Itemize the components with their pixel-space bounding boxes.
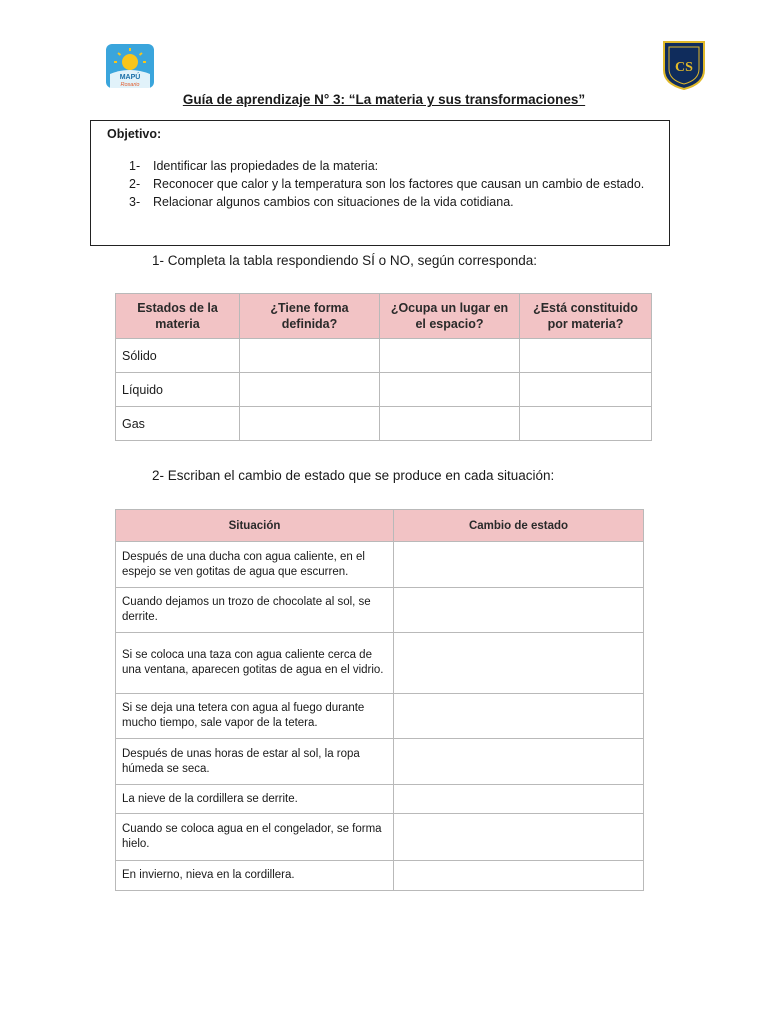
table-row <box>116 588 644 633</box>
objective-box <box>90 120 670 246</box>
table-row <box>116 739 644 785</box>
answer-cell[interactable] <box>240 373 380 407</box>
table-row <box>116 339 652 373</box>
objective-list <box>129 157 663 211</box>
state-label: Líquido <box>116 373 240 407</box>
table-header: ¿Tiene forma definida? <box>240 294 380 339</box>
state-label: Gas <box>116 407 240 441</box>
answer-cell[interactable] <box>394 633 644 694</box>
objective-item-text: Reconocer que calor y la temperatura son los factores que causan un cambio de estado. <box>153 177 645 191</box>
state-changes-table <box>115 509 644 891</box>
page-title: Guía de aprendizaje N° 3: “La materia y sus transformaciones” <box>182 92 586 107</box>
answer-cell[interactable] <box>240 407 380 441</box>
left-logo-subtext: Rosario <box>120 82 140 88</box>
school-crest-logo <box>662 40 706 90</box>
answer-cell[interactable] <box>520 339 652 373</box>
answer-cell[interactable] <box>394 814 644 861</box>
table-row <box>116 633 644 694</box>
objective-item-number: 2- <box>129 177 141 191</box>
objective-item <box>129 193 663 211</box>
objective-item-text: Identificar las propiedades de la materia: <box>153 159 379 173</box>
objective-item <box>129 175 663 193</box>
table-header: ¿Está constituido por materia? <box>520 294 652 339</box>
answer-cell[interactable] <box>380 373 520 407</box>
situation-text: En invierno, nieva en la cordillera. <box>116 861 394 891</box>
right-logo-text: CS <box>675 60 693 75</box>
answer-cell[interactable] <box>380 407 520 441</box>
objective-item-text: Relacionar algunos cambios con situaciones de la vida cotidiana. <box>153 195 514 209</box>
table-row <box>116 373 652 407</box>
answer-cell[interactable] <box>394 739 644 785</box>
activity2-instruction: 2- Escriban el cambio de estado que se produce en cada situación: <box>152 468 555 483</box>
objective-heading: Objetivo: <box>107 127 162 141</box>
situation-text: Después de unas horas de estar al sol, la ropa húmeda se seca. <box>116 739 394 785</box>
answer-cell[interactable] <box>394 785 644 814</box>
answer-cell[interactable] <box>520 373 652 407</box>
table-header: Estados de la materia <box>116 294 240 339</box>
objective-item <box>129 157 663 175</box>
situation-text: Cuando se coloca agua en el congelador, se forma hielo. <box>116 814 394 861</box>
table-row <box>116 861 644 891</box>
objective-item-number: 3- <box>129 195 141 209</box>
answer-cell[interactable] <box>394 694 644 739</box>
answer-cell[interactable] <box>394 542 644 588</box>
table-header: Cambio de estado <box>394 510 644 542</box>
answer-cell[interactable] <box>394 861 644 891</box>
table-row <box>116 407 652 441</box>
situation-text: Si se deja una tetera con agua al fuego durante mucho tiempo, sale vapor de la tetera. <box>116 694 394 739</box>
table-row <box>116 694 644 739</box>
school-logo-left <box>106 44 154 88</box>
answer-cell[interactable] <box>240 339 380 373</box>
situation-text: Después de una ducha con agua caliente, en el espejo se ven gotitas de agua que escurren. <box>116 542 394 588</box>
states-of-matter-table <box>115 293 652 441</box>
left-logo-text: MAPÚ <box>119 74 141 81</box>
answer-cell[interactable] <box>394 588 644 633</box>
objective-item-number: 1- <box>129 159 141 173</box>
activity1-instruction: 1- Completa la tabla respondiendo SÍ o NO, según corresponda: <box>152 253 537 268</box>
situation-text: La nieve de la cordillera se derrite. <box>116 785 394 814</box>
situation-text: Cuando dejamos un trozo de chocolate al sol, se derrite. <box>116 588 394 633</box>
table-row <box>116 542 644 588</box>
table-row <box>116 785 644 814</box>
table-row <box>116 814 644 861</box>
table-header: Situación <box>116 510 394 542</box>
state-label: Sólido <box>116 339 240 373</box>
answer-cell[interactable] <box>520 407 652 441</box>
situation-text: Si se coloca una taza con agua caliente cerca de una ventana, aparecen gotitas de agua en el vidrio. <box>116 633 394 694</box>
table-header: ¿Ocupa un lugar en el espacio? <box>380 294 520 339</box>
answer-cell[interactable] <box>380 339 520 373</box>
